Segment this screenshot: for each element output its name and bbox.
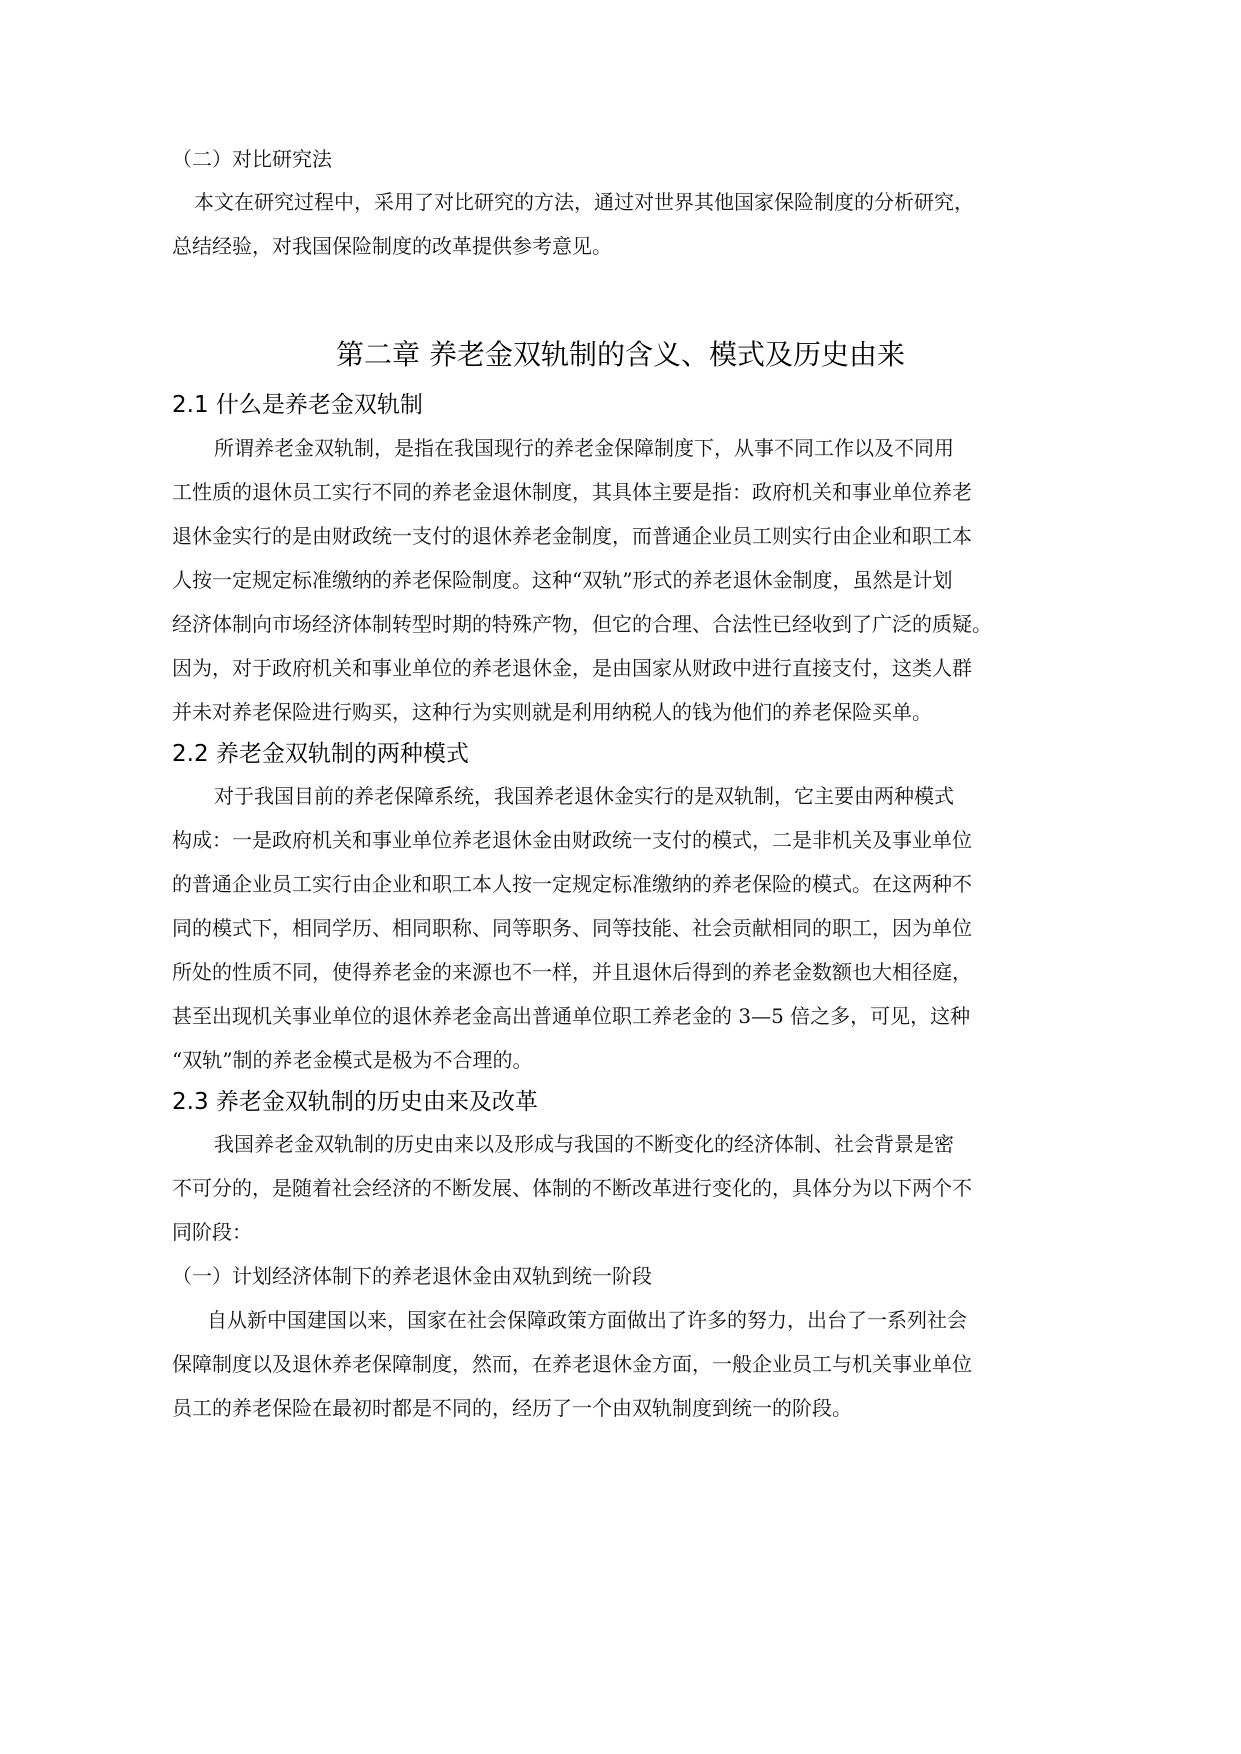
paragraph-line: “双轨”制的养老金模式是极为不合理的。 [172, 1048, 533, 1072]
subsection-heading: （二）对比研究法 [172, 147, 332, 171]
paragraph-line: 所处的性质不同，使得养老金的来源也不一样，并且退休后得到的养老金数额也大相径庭， [172, 960, 972, 984]
subsection-heading: （一）计划经济体制下的养老退休金由双轨到统一阶段 [172, 1264, 652, 1288]
paragraph-line: 经济体制向市场经济体制转型时期的特殊产物，但它的合理、合法性已经收到了广泛的质疑。 [172, 612, 992, 636]
paragraph-line: 构成：一是政府机关和事业单位养老退休金由财政统一支付的模式，二是非机关及事业单位 [172, 828, 972, 852]
paragraph-line: 自从新中国建国以来，国家在社会保障政策方面做出了许多的努力，出台了一系列社会 [207, 1308, 967, 1332]
paragraph-line: 员工的养老保险在最初时都是不同的，经历了一个由双轨制度到统一的阶段。 [172, 1396, 852, 1420]
section-title-2-1: 2.1 什么是养老金双轨制 [172, 392, 423, 418]
paragraph-line: 并未对养老保险进行购买，这种行为实则就是利用纳税人的钱为他们的养老保险买单。 [172, 700, 932, 724]
paragraph-line: 甚至出现机关事业单位的退休养老金高出普通单位职工养老金的 3—5 倍之多，可见，这种 [172, 1004, 971, 1028]
paragraph-line: 工性质的退休员工实行不同的养老金退休制度，其具体主要是指：政府机关和事业单位养老 [172, 480, 972, 504]
paragraph-line: 同的模式下，相同学历、相同职称、同等职务、同等技能、社会贡献相同的职工，因为单位 [172, 916, 972, 940]
section-title-2-3: 2.3 养老金双轨制的历史由来及改革 [172, 1089, 538, 1115]
paragraph-line: 保障制度以及退休养老保障制度，然而，在养老退休金方面，一般企业员工与机关事业单位 [172, 1352, 972, 1376]
paragraph-line: 总结经验，对我国保险制度的改革提供参考意见。 [172, 234, 612, 258]
paragraph-line: 不可分的，是随着社会经济的不断发展、体制的不断改革进行变化的，具体分为以下两个不 [172, 1176, 972, 1200]
chapter-title: 第二章 养老金双轨制的含义、模式及历史由来 [336, 338, 905, 371]
paragraph-line: 我国养老金双轨制的历史由来以及形成与我国的不断变化的经济体制、社会背景是密 [214, 1132, 954, 1156]
paragraph-line: 同阶段： [172, 1220, 252, 1244]
paragraph-line: 对于我国目前的养老保障系统，我国养老退休金实行的是双轨制，它主要由两种模式 [214, 784, 954, 808]
paragraph-line: 人按一定规定标准缴纳的养老保险制度。这种“双轨”形式的养老退休金制度，虽然是计划 [172, 568, 953, 592]
paragraph-line: 本文在研究过程中，采用了对比研究的方法，通过对世界其他国家保险制度的分析研究， [194, 190, 974, 214]
paragraph-line: 的普通企业员工实行由企业和职工本人按一定规定标准缴纳的养老保险的模式。在这两种不 [172, 872, 972, 896]
paragraph-line: 所谓养老金双轨制，是指在我国现行的养老金保障制度下，从事不同工作以及不同用 [214, 436, 954, 460]
paragraph-line: 退休金实行的是由财政统一支付的退休养老金制度，而普通企业员工则实行由企业和职工本 [172, 524, 972, 548]
section-title-2-2: 2.2 养老金双轨制的两种模式 [172, 741, 469, 767]
paragraph-line: 因为，对于政府机关和事业单位的养老退休金，是由国家从财政中进行直接支付，这类人群 [172, 656, 972, 680]
